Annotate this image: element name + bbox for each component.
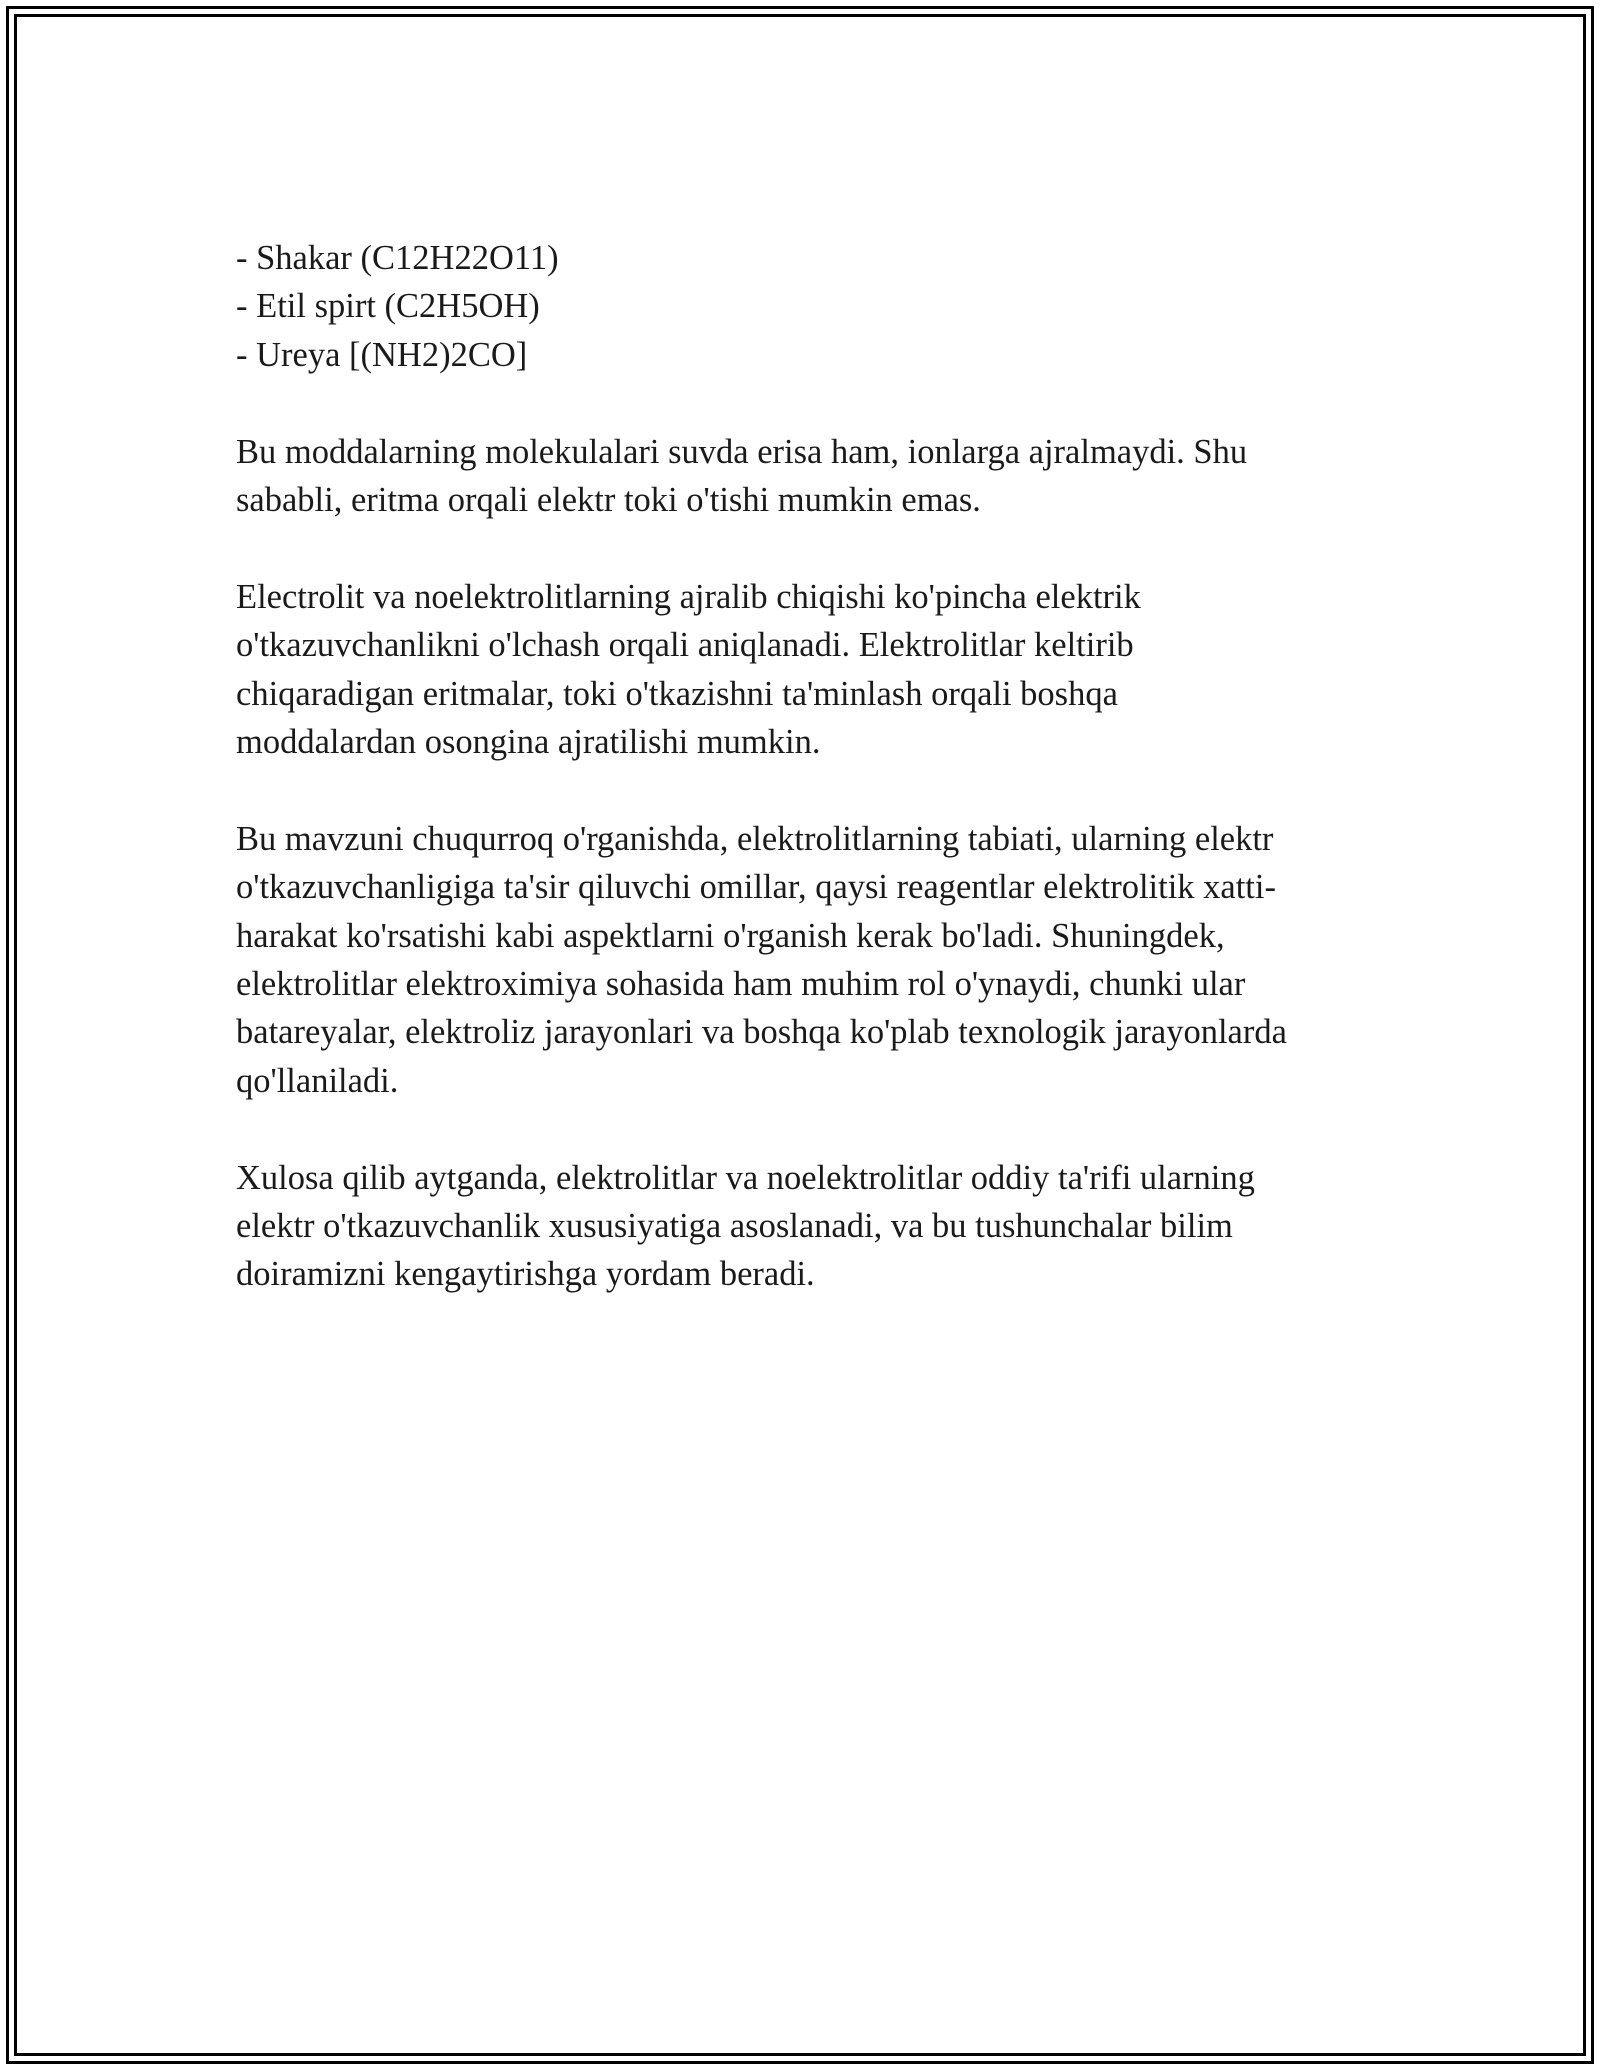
text-line: chiqaradigan eritmalar, toki o'tkazishni ta'minlash orqali boshqa	[236, 674, 1118, 713]
paragraph-conductivity-measurement	[236, 573, 1366, 767]
text-line: qo'llaniladi.	[236, 1061, 399, 1100]
substance-list	[236, 234, 1366, 379]
text-line: Electrolit va noelektrolitlarning ajralib chiqishi ko'pincha elektrik	[236, 577, 1141, 616]
list-item: - Etil spirt (C2H5OH)	[236, 287, 540, 326]
text-line: elektr o'tkazuvchanlik xususiyatiga asoslanadi, va bu tushunchalar bilim	[236, 1207, 1233, 1246]
list-item: - Shakar (C12H22O11)	[236, 239, 559, 277]
paragraph-nonelectrolyte-explanation	[236, 428, 1366, 525]
text-line: Bu moddalarning molekulalari suvda erisa ham, ionlarga ajralmaydi. Shu	[236, 432, 1248, 471]
text-line: harakat ko'rsatishi kabi aspektlarni o'rganish kerak bo'ladi. Shuningdek,	[236, 916, 1225, 955]
list-item: - Ureya [(NH2)2CO]	[236, 335, 528, 374]
text-line: doiramizni kengaytirishga yordam beradi.	[236, 1255, 815, 1294]
text-line: o'tkazuvchanligiga ta'sir qiluvchi omillar, qaysi reagentlar elektrolitik xatti-	[236, 868, 1276, 907]
text-line: sababli, eritma orqali elektr toki o'tishi mumkin emas.	[236, 481, 981, 520]
text-line: elektrolitlar elektroximiya sohasida ham muhim rol o'ynaydi, chunki ular	[236, 965, 1246, 1004]
text-line: batareyalar, elektroliz jarayonlari va boshqa ko'plab texnologik jarayonlarda	[236, 1013, 1287, 1052]
text-line: Bu mavzuni chuqurroq o'rganishda, elektrolitlarning tabiati, ularning elektr	[236, 819, 1274, 858]
text-line: moddalardan osongina ajratilishi mumkin.	[236, 723, 821, 762]
text-line: o'tkazuvchanlikni o'lchash orqali aniqlanadi. Elektrolitlar keltirib	[236, 626, 1134, 665]
text-line: Xulosa qilib aytganda, elektrolitlar va noelektrolitlar oddiy ta'rifi ularning	[236, 1158, 1255, 1197]
paragraph-further-study	[236, 815, 1366, 1105]
document-body	[236, 234, 1366, 1347]
paragraph-conclusion	[236, 1154, 1366, 1299]
